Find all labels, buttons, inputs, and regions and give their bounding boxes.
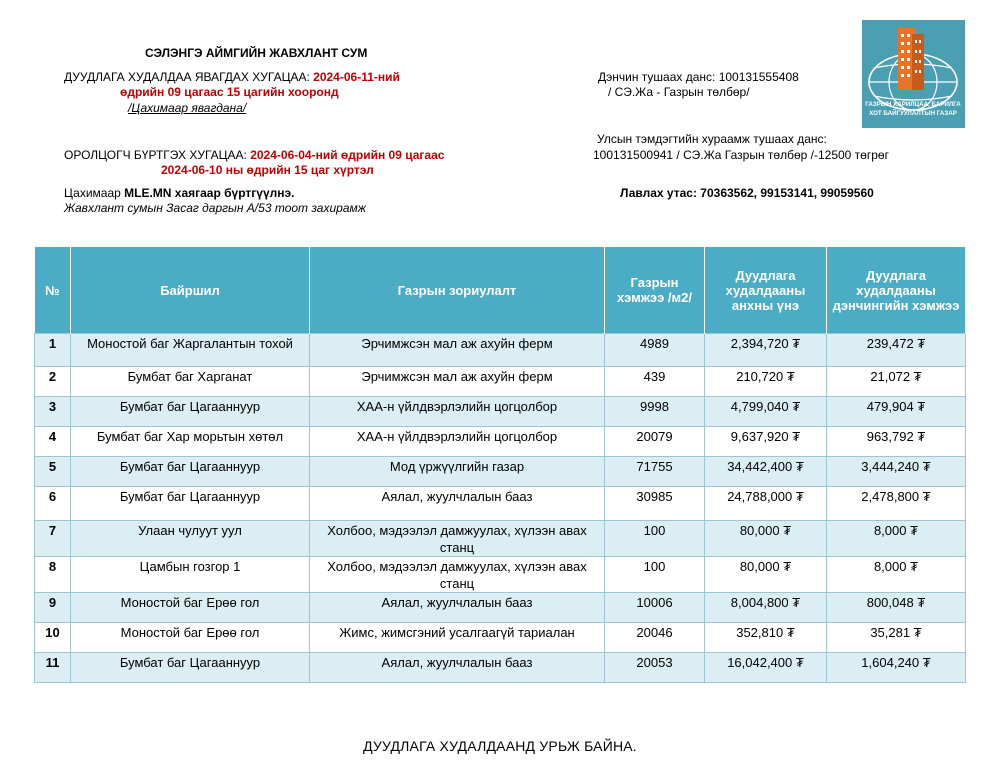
building-globe-icon	[862, 20, 965, 128]
registration-label: ОРОЛЦОГЧ БҮРТГЭХ ХУГАЦАА:	[64, 148, 251, 162]
cell-area: 30985	[605, 487, 705, 521]
registration-time	[64, 148, 444, 162]
cell-deposit: 8,000 ₮	[827, 521, 966, 557]
col-header-deposit: Дуудлага худалдааны дэнчингийн хэмжээ	[827, 247, 966, 334]
cell-area: 439	[605, 367, 705, 397]
cell-area: 20046	[605, 623, 705, 653]
registration-end: 2024-06-10 ны өдрийн 15 цаг хүртэл	[161, 163, 374, 177]
cell-no: 2	[35, 367, 71, 397]
online-reg-suffix: хаягаар бүртгүүлнэ.	[171, 186, 295, 200]
cell-start-price: 2,394,720 ₮	[705, 334, 827, 367]
cell-location: Цамбын гозгор 1	[71, 557, 310, 593]
col-header-no: №	[35, 247, 71, 334]
cell-purpose: Аялал, жуулчлалын бааз	[310, 653, 605, 683]
registration-value: 2024-06-04-ний өдрийн 09 цагаас	[250, 148, 445, 162]
invitation-footer: ДУУДЛАГА ХУДАЛДААНД УРЬЖ БАЙНА.	[363, 738, 637, 754]
cell-location: Улаан чулуут уул	[71, 521, 310, 557]
cell-deposit: 3,444,240 ₮	[827, 457, 966, 487]
online-reg-prefix: Цахимаар	[64, 186, 125, 200]
logo-org-name-line1: ГАЗРЫН ХАРИЛЦАА, БАРИЛГА	[865, 101, 961, 108]
auction-time	[64, 70, 400, 84]
cell-area: 10006	[605, 593, 705, 623]
reference-phone: Лавлах утас: 70363562, 99153141, 99059560	[620, 186, 874, 200]
cell-no: 8	[35, 557, 71, 593]
cell-deposit: 2,478,800 ₮	[827, 487, 966, 521]
cell-purpose: Аялал, жуулчлалын бааз	[310, 593, 605, 623]
cell-area: 100	[605, 557, 705, 593]
table-header-row	[35, 247, 966, 334]
table-row	[35, 521, 966, 557]
cell-location: Моностой баг Ерөө гол	[71, 623, 310, 653]
cell-start-price: 352,810 ₮	[705, 623, 827, 653]
cell-location: Бумбат баг Цагааннуур	[71, 457, 310, 487]
cell-deposit: 239,472 ₮	[827, 334, 966, 367]
cell-purpose: Холбоо, мэдээлэл дамжуулах, хүлээн авах станц	[310, 521, 605, 557]
table-row	[35, 457, 966, 487]
auction-time-value: 2024-06-11-ний	[313, 70, 400, 84]
cell-start-price: 8,004,800 ₮	[705, 593, 827, 623]
org-title: СЭЛЭНГЭ АЙМГИЙН ЖАВХЛАНТ СУМ	[145, 46, 368, 60]
online-registration	[64, 186, 294, 200]
table-row	[35, 397, 966, 427]
cell-area: 71755	[605, 457, 705, 487]
cell-deposit: 8,000 ₮	[827, 557, 966, 593]
cell-deposit: 800,048 ₮	[827, 593, 966, 623]
stamp-fee-account: 100131500941 / СЭ.Жа Газрын төлбөр /-12500 төгрөг	[593, 148, 889, 162]
table-row	[35, 367, 966, 397]
cell-location: Моностой баг Жаргалантын тохой	[71, 334, 310, 367]
agency-logo	[862, 20, 965, 128]
cell-no: 10	[35, 623, 71, 653]
cell-start-price: 80,000 ₮	[705, 521, 827, 557]
cell-purpose: Аялал, жуулчлалын бааз	[310, 487, 605, 521]
table-row	[35, 593, 966, 623]
cell-location: Бумбат баг Хар морьтын хөтөл	[71, 427, 310, 457]
cell-no: 3	[35, 397, 71, 427]
deposit-account-note: / СЭ.Жа - Газрын төлбөр/	[608, 85, 750, 99]
cell-no: 6	[35, 487, 71, 521]
online-reg-site-link[interactable]: MLE.MN	[124, 186, 172, 200]
table-row	[35, 487, 966, 521]
stamp-fee-account-label: Улсын тэмдэгтийн хураамж тушаах данс:	[597, 132, 827, 146]
cell-no: 5	[35, 457, 71, 487]
cell-start-price: 9,637,920 ₮	[705, 427, 827, 457]
cell-deposit: 1,604,240 ₮	[827, 653, 966, 683]
cell-start-price: 16,042,400 ₮	[705, 653, 827, 683]
cell-purpose: Эрчимжсэн мал аж ахуйн ферм	[310, 334, 605, 367]
cell-no: 1	[35, 334, 71, 367]
cell-location: Моностой баг Ерөө гол	[71, 593, 310, 623]
table-row	[35, 427, 966, 457]
col-header-purpose: Газрын зориулалт	[310, 247, 605, 334]
cell-no: 9	[35, 593, 71, 623]
col-header-area: Газрын хэмжээ /м2/	[605, 247, 705, 334]
cell-deposit: 21,072 ₮	[827, 367, 966, 397]
table-row	[35, 557, 966, 593]
cell-location: Бумбат баг Цагааннуур	[71, 397, 310, 427]
auction-time-label: ДУУДЛАГА ХУДАЛДАА ЯВАГДАХ ХУГАЦАА:	[64, 70, 314, 84]
cell-no: 4	[35, 427, 71, 457]
cell-start-price: 24,788,000 ₮	[705, 487, 827, 521]
decree-reference: Жавхлант сумын Засаг даргын А/53 тоот захирамж	[64, 201, 366, 215]
cell-start-price: 34,442,400 ₮	[705, 457, 827, 487]
cell-area: 100	[605, 521, 705, 557]
cell-purpose: Мод үржүүлгийн газар	[310, 457, 605, 487]
cell-area: 9998	[605, 397, 705, 427]
cell-area: 20079	[605, 427, 705, 457]
col-header-location: Байршил	[71, 247, 310, 334]
logo-org-name-line2: ХОТ БАЙГУУЛАЛТЫН ГАЗАР	[869, 110, 957, 117]
cell-start-price: 80,000 ₮	[705, 557, 827, 593]
cell-purpose: Холбоо, мэдээлэл дамжуулах, хүлээн авах станц	[310, 557, 605, 593]
cell-area: 20053	[605, 653, 705, 683]
cell-purpose: Жимс, жимсгэний усалгаагүй тариалан	[310, 623, 605, 653]
auction-time-hours: өдрийн 09 цагаас 15 цагийн хооронд	[120, 85, 339, 99]
deposit-account: Дэнчин тушаах данс: 100131555408	[598, 70, 799, 84]
cell-start-price: 4,799,040 ₮	[705, 397, 827, 427]
cell-start-price: 210,720 ₮	[705, 367, 827, 397]
table-row	[35, 623, 966, 653]
cell-location: Бумбат баг Цагааннуур	[71, 487, 310, 521]
cell-purpose: ХАА-н үйлдвэрлэлийн цогцолбор	[310, 427, 605, 457]
cell-no: 7	[35, 521, 71, 557]
cell-deposit: 479,904 ₮	[827, 397, 966, 427]
cell-purpose: Эрчимжсэн мал аж ахуйн ферм	[310, 367, 605, 397]
cell-deposit: 35,281 ₮	[827, 623, 966, 653]
cell-purpose: ХАА-н үйлдвэрлэлийн цогцолбор	[310, 397, 605, 427]
cell-area: 4989	[605, 334, 705, 367]
land-auction-table	[34, 246, 966, 683]
auction-mode: /Цахимаар явагдана/	[128, 101, 247, 115]
table-row	[35, 653, 966, 683]
cell-no: 11	[35, 653, 71, 683]
cell-deposit: 963,792 ₮	[827, 427, 966, 457]
col-header-start-price: Дуудлага худалдааны анхны үнэ	[705, 247, 827, 334]
cell-location: Бумбат баг Цагааннуур	[71, 653, 310, 683]
table-row	[35, 334, 966, 367]
cell-location: Бумбат баг Харганат	[71, 367, 310, 397]
